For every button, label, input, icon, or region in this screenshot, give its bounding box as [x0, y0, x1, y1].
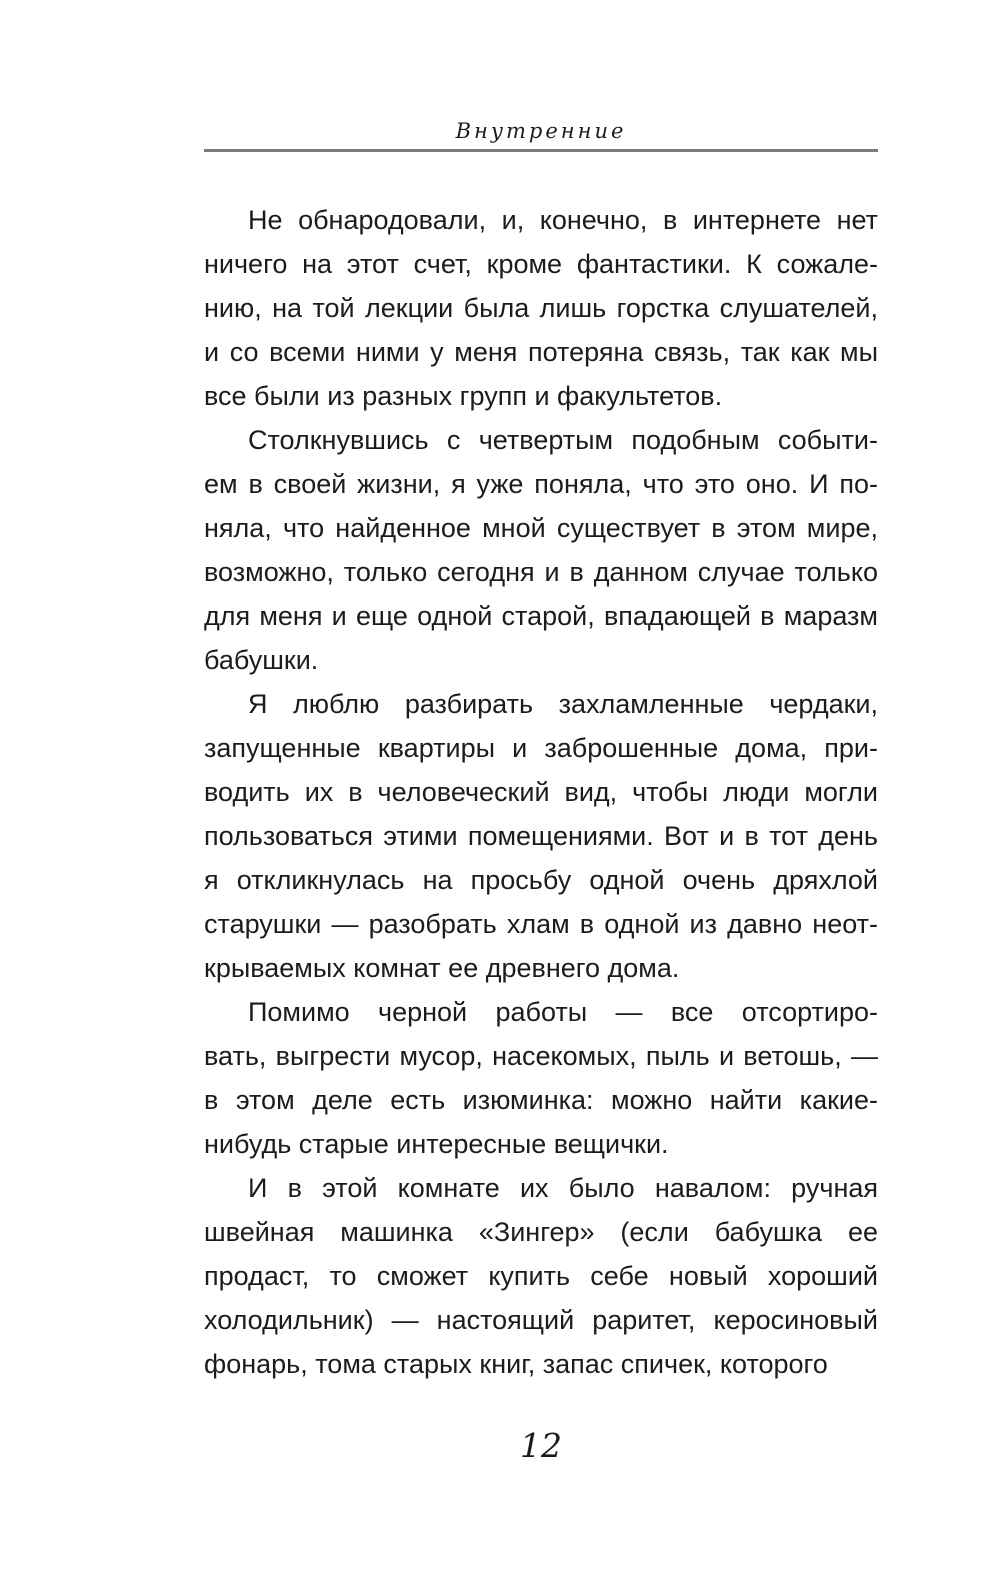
text-line: нибудь старые интересные вещички. [204, 1129, 669, 1159]
text-line: нию, на той лекции была лишь горстка слушателей, [204, 293, 878, 323]
text-line: все были из разных групп и факультетов. [204, 381, 723, 411]
running-header [204, 118, 878, 152]
text-line: Не обнародовали, и, конечно, в интернете нет [248, 205, 878, 235]
text-line: и со всеми ними у меня потеряна связь, так как мы [204, 337, 878, 367]
text-line: И в этой комнате их было навалом: ручная [248, 1173, 878, 1203]
page-number: 12 [520, 1426, 562, 1465]
text-line: Я люблю разбирать захламленные чердаки, [248, 689, 878, 719]
content-column [204, 0, 878, 1386]
text-line: для меня и еще одной старой, впадающей в маразм [204, 601, 878, 631]
text-line: возможно, только сегодня и в данном случае только [204, 557, 878, 587]
header-rule [204, 149, 878, 152]
text-line: продаст, то сможет купить себе новый хороший [204, 1261, 878, 1291]
body-text [204, 198, 878, 1386]
text-line: холодильник) — настоящий раритет, керосиновый [204, 1305, 878, 1335]
chapter-title: Внутренние [455, 119, 627, 143]
text-line: ем в своей жизни, я уже поняла, что это оно. И по- [204, 469, 878, 499]
text-line: пользоваться этими помещениями. Вот и в тот день [204, 821, 878, 851]
text-line: няла, что найденное мной существует в этом мире, [204, 513, 878, 543]
text-line: водить их в человеческий вид, чтобы люди могли [204, 777, 878, 807]
text-line: швейная машинка «Зингер» (если бабушка ее [204, 1217, 878, 1247]
text-line: Столкнувшись с четвертым подобным событи- [248, 425, 878, 455]
text-line: старушки — разобрать хлам в одной из давно неот- [204, 909, 878, 939]
text-line: крываемых комнат ее древнего дома. [204, 953, 680, 983]
text-line: фонарь, тома старых книг, запас спичек, которого [204, 1349, 828, 1379]
text-line: в этом деле есть изюминка: можно найти какие- [204, 1085, 878, 1115]
text-line: бабушки. [204, 645, 319, 675]
text-line: Помимо черной работы — все отсортиро- [248, 997, 878, 1027]
text-line: ничего на этот счет, кроме фантастики. К сожале- [204, 249, 878, 279]
text-line: вать, выгрести мусор, насекомых, пыль и ветошь, — [204, 1041, 878, 1071]
text-line: запущенные квартиры и заброшенные дома, при- [204, 733, 878, 763]
text-line: я откликнулась на просьбу одной очень дряхлой [204, 865, 878, 895]
